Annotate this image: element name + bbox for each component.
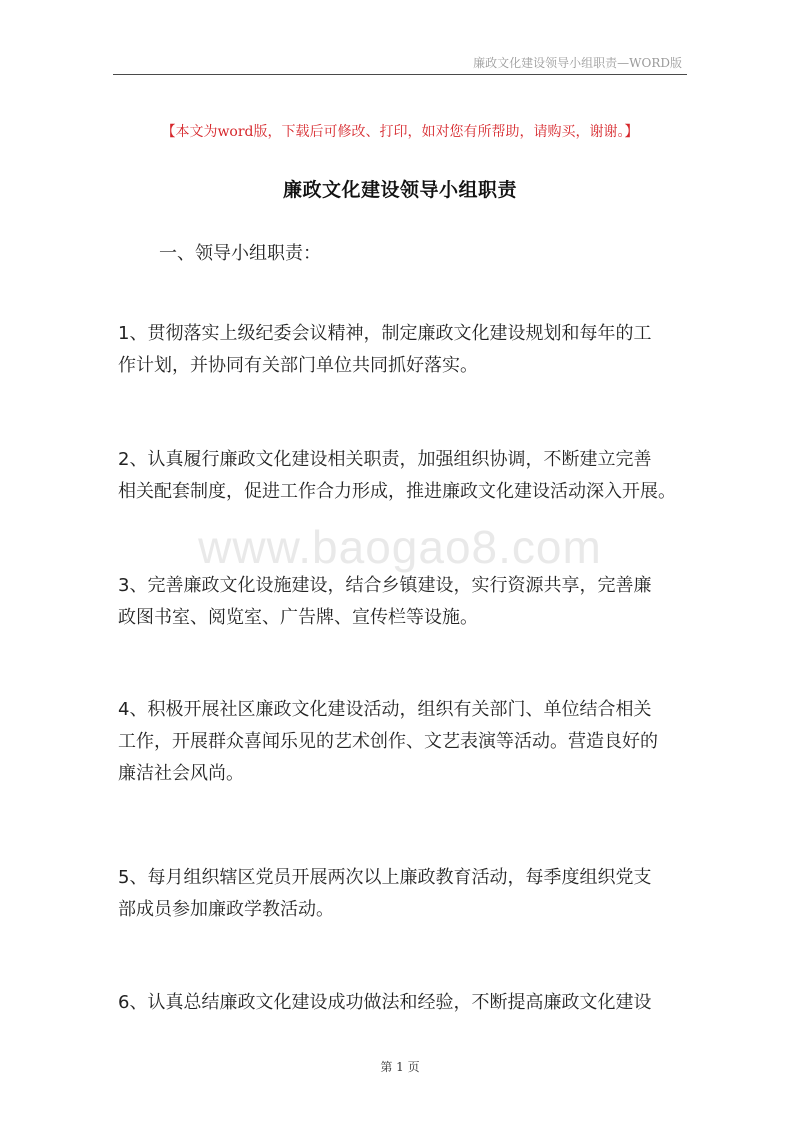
running-header: 廉政文化建设领导小组职责—WORD版: [473, 56, 682, 70]
paragraph-line: 5、每月组织辖区党员开展两次以上廉政教育活动，每季度组织党支: [118, 867, 652, 888]
paragraph-line: 3、完善廉政文化设施建设，结合乡镇建设，实行资源共享，完善廉: [118, 575, 652, 596]
purchase-notice: 【本文为word版，下载后可修改、打印，如对您有所帮助，请购买，谢谢。】: [161, 124, 639, 140]
paragraph-line: 部成员参加廉政学教活动。: [118, 899, 334, 920]
paragraph-line: 2、认真履行廉政文化建设相关职责，加强组织协调，不断建立完善: [118, 449, 652, 470]
header-divider: [113, 74, 687, 75]
paragraph-4: [118, 694, 688, 790]
paragraph-line: 工作，开展群众喜闻乐见的艺术创作、文艺表演等活动。营造良好的: [118, 731, 658, 752]
paragraph-line: 1、贯彻落实上级纪委会议精神，制定廉政文化建设规划和每年的工: [118, 323, 652, 344]
page-number: 第 1 页: [380, 1060, 420, 1074]
paragraph-line: 政图书室、阅览室、广告牌、宣传栏等设施。: [118, 607, 478, 628]
document-title: 廉政文化建设领导小组职责: [282, 179, 517, 201]
paragraph-6: [118, 987, 688, 1019]
paragraph-line: 作计划，并协同有关部门单位共同抓好落实。: [118, 355, 478, 376]
paragraph-line: 6、认真总结廉政文化建设成功做法和经验，不断提高廉政文化建设: [118, 992, 652, 1013]
section-heading: 一、领导小组职责：: [159, 243, 321, 264]
paragraph-3: [118, 570, 688, 634]
watermark: www.baogao8.com: [198, 521, 602, 573]
paragraph-1: [118, 318, 688, 382]
paragraph-2: [118, 444, 688, 508]
paragraph-line: 4、积极开展社区廉政文化建设活动，组织有关部门、单位结合相关: [118, 699, 652, 720]
paragraph-line: 廉洁社会风尚。: [118, 763, 244, 784]
paragraph-line: 相关配套制度，促进工作合力形成，推进廉政文化建设活动深入开展。: [118, 481, 676, 502]
paragraph-5: [118, 862, 688, 926]
